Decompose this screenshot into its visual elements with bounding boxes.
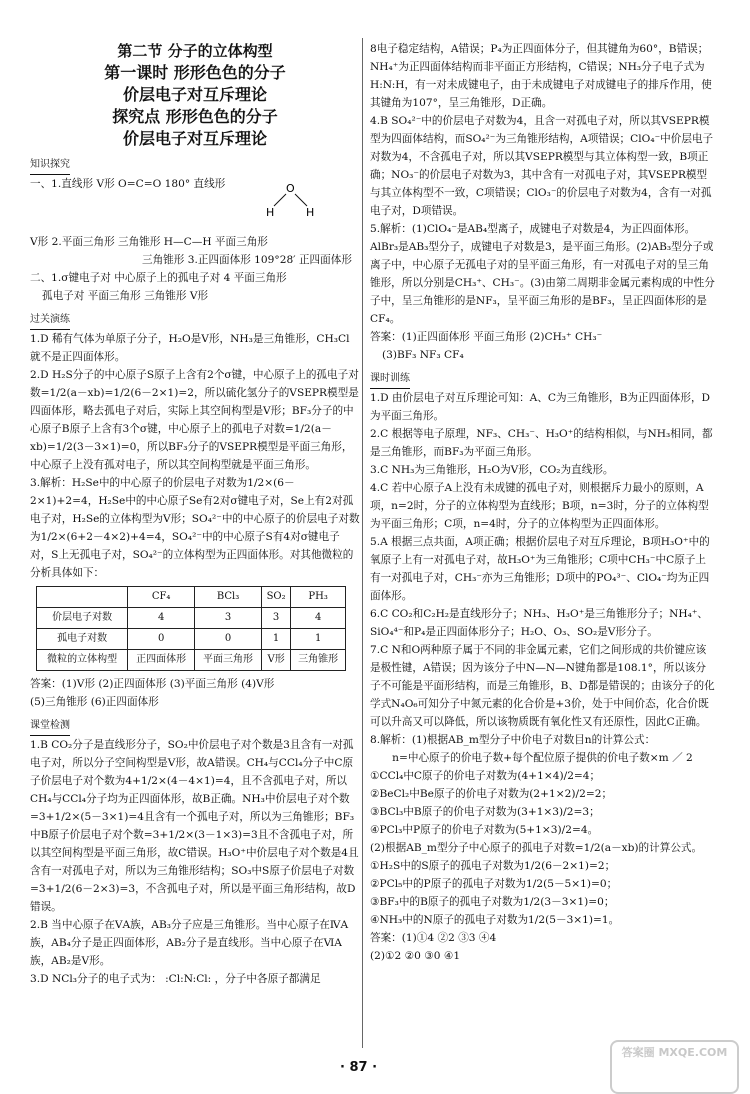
answer-line: 答案：(1)V形 (2)正四面体形 (3)平面三角形 (4)V形 [30, 678, 275, 690]
answer-line: ①H₂S中的S原子的孤电子对数为1/2(6－2×1)=2； [370, 860, 616, 872]
title-line: 探究点 形形色色的分子 [112, 107, 278, 126]
table-cell: 3 [195, 608, 262, 629]
page-title [30, 40, 360, 150]
table-cell: 4 [291, 608, 346, 629]
title-line: 第一课时 形形色色的分子 [104, 63, 286, 82]
answer-line: (3)BF₃ NF₃ CF₄ [382, 349, 464, 361]
title-line: 价层电子对互斥理论 [122, 129, 267, 148]
table-header: PH₃ [291, 587, 346, 608]
table-header: SO₂ [261, 587, 290, 608]
svg-text:O: O [286, 182, 295, 195]
table-cell: 4 [128, 608, 195, 629]
table-cell: V形 [261, 650, 290, 671]
answer-line: (2)根据AB_m型分子中心原子的孤电子对数=1/2(a－xb)的计算公式。 [370, 842, 703, 854]
answer-line: ④NH₃中的N原子的孤电子对数为1/2(5－3×1)=1。 [370, 914, 620, 926]
answer-item: 8.解析：(1)根据AB_m型分子中价电子对数目n的计算公式： [370, 734, 656, 746]
analysis-table [36, 586, 346, 671]
answer-item: 1.D 由价层电子对互斥理论可知：A、C为三角锥形，B为正四面体形，D为平面三角形。 [370, 392, 711, 422]
answer-item: 5.A 根据三点共面，A项正确；根据价层电子对互斥理论，B项H₃O⁺中的氧原子上有一对孤电子对，故H₃O⁺为三角锥形；C项中CH₃⁻中C原子上有一对孤电子对，CH₃⁻亦为三角锥形；D项中的PO₄³⁻、ClO₄⁻均为正四面体形。 [370, 536, 710, 602]
answer-item: 3.解析：H₂Se中的中心原子的价层电子对数为1/2×(6－2×1)+2=4，H₂Se中的中心原子Se有2对σ键电子对，Se上有2对孤电子对，H₂Se的立体构型为V形；SO₄²⁻中的中心原子的价层电子对数为1/2×(6+2－4×2)+4=4，SO₄²⁻中的中心原子S有4对σ键电子对，S上无孤电子对，SO₄²⁻的立体构型为正四面体形。对其他微粒的分析具体如下： [30, 477, 360, 579]
right-column [370, 40, 715, 965]
section-heading: 课时训练 [370, 370, 410, 389]
title-line: 价层电子对互斥理论 [122, 85, 267, 104]
answer-line: ④PCl₃中P原子的价电子对数为(5+1×3)/2=4。 [370, 824, 599, 836]
answer-line: ②BeCl₂中Be原子的价电子对数为(2+1×2)/2=2； [370, 788, 613, 800]
table-cell: 3 [261, 608, 290, 629]
answer-line: 答案：(1)正四面体形 平面三角形 (2)CH₃⁺ CH₃⁻ [370, 331, 603, 343]
answer-item: 2.C 根据等电子原理，NF₃、CH₃⁻、H₃O⁺的结构相似，与NH₃相同，都是三角锥形，而BF₃为平面三角形。 [370, 428, 713, 458]
svg-text:H: H [266, 206, 275, 218]
text-line: 孤电子对 平面三角形 三角锥形 V形 [42, 290, 209, 302]
table-header [37, 587, 128, 608]
table-cell: 价层电子对数 [37, 608, 128, 629]
section-heading: 课堂检测 [30, 717, 70, 736]
answer-item: 6.C CO₂和C₂H₂是直线形分子；NH₃、H₃O⁺是三角锥形分子；NH₄⁺、SiO₄⁴⁻和P₄是正四面体形分子；H₂O、O₃、SO₂是V形分子。 [370, 608, 709, 638]
answer-line: ②PCl₅中的P原子的孤电子对数为1/2(5－5×1)=0； [370, 878, 618, 890]
column-divider [362, 38, 363, 1048]
title-line: 第二节 分子的立体构型 [117, 42, 273, 60]
answer-item: 1.B CO₂分子是直线形分子，SO₂中价层电子对个数是3且含有一对孤电子对，所以分子空间构型是V形，故A错误。CH₄与CCl₄分子中C原子价层电子对个数为4+1/2×(4－4×1)=4，且不含孤电子对，所以CH₄与CCl₄分子均为正四面体形，故B正确。NH₃中价层电子对个数=3+1/2×(5－3×1)=4且含有一个孤电子对，所以为三角锥形；BF₃中B原子价层电子对个数=3+1/2×(3－1×3)=3且不含孤电子对，所以其空间构型是平面三角形，故C错误。H₃O⁺中价层电子对个数是4且含有一对孤电子对，所以为三角锥形结构；SO₃中S原子价层电子对数=3+1/2(6－2×3)=3，不含孤电子对，所以是平面三角形结构，故D错误。 [30, 739, 359, 913]
table-header: CF₄ [128, 587, 195, 608]
answer-item: 3.C NH₃为三角锥形，H₂O为V形，CO₂为直线形。 [370, 464, 614, 476]
table-cell: 0 [128, 629, 195, 650]
section-heading: 过关演练 [30, 311, 70, 330]
page-number: · 87 · [340, 1060, 378, 1075]
svg-text:H: H [306, 206, 315, 218]
answer-item: 2.D H₂S分子的中心原子S原子上含有2个σ键，中心原子上的孤电子对数=1/2(a－xb)=1/2(6－2×1)=2，所以硫化氢分子的VSEPR模型是四面体形，略去孤电子对后，实际上其空间构型是V形；BF₃分子的中心原子B原子上含有3个σ键，中心原子上的孤电子对数=1/2(a－xb)=1/2(3－3×1)=0，所以BF₃分子的VSEPR模型是平面三角形，中心原子上没有孤对电子，所以其空间构型就是平面三角形。 [30, 369, 359, 471]
answer-item: 2.B 当中心原子在ⅤA族，AB₃分子应是三角锥形。当中心原子在ⅣA族，AB₄分子是正四面体形，AB₂分子是直线形。当中心原子在ⅥA族，AB₂是V形。 [30, 919, 349, 967]
table-cell: 微粒的立体构型 [37, 650, 128, 671]
answer-line: ③BF₃中的B原子的孤电子对数为1/2(3－3×1)=0； [370, 896, 615, 908]
table-row [37, 629, 346, 650]
h2o-structure-diagram [262, 178, 322, 218]
table-cell: 孤电子对数 [37, 629, 128, 650]
answer-item: 4.C 若中心原子A上没有未成键的孤电子对，则根据斥力最小的原则，A项，n=2时，分子的立体构型为直线形；B项，n=3时，分子的立体构型为平面三角形；C项，n=4时，分子的立体构型为正四面体形。 [370, 482, 709, 530]
answer-line: ①CCl₄中C原子的价电子对数为(4+1×4)/2=4； [370, 770, 601, 782]
table-cell: 1 [261, 629, 290, 650]
answer-item: 1.D 稀有气体为单原子分子，H₂O是V形，NH₃是三角锥形，CH₃Cl就不是正四面体形。 [30, 333, 350, 363]
table-row [37, 587, 346, 608]
table-row [37, 650, 346, 671]
text-line: 三角锥形 3.正四面体形 109°28′ 正四面体形 [142, 254, 352, 266]
table-row [37, 608, 346, 629]
table-cell: 正四面体形 [128, 650, 195, 671]
answer-item: 5.解析：(1)ClO₄⁻是AB₄型离子，成键电子对数是4，为正四面体形。AlBr₃是AB₃型分子，成键电子对数是3，是平面三角形。(2)AB₃型分子或离子中，中心原子无孤电子对的呈平面三角形，有一对孤电子对的呈三角锥形，所以分别是CH₃⁺、CH₃⁻。(3)由第二周期非金属元素构成的中性分子中，呈三角锥形的是NF₃，呈平面三角形的是BF₃，呈正四面体形的是CF₄。 [370, 223, 715, 325]
table-cell: 0 [195, 629, 262, 650]
table-header: BCl₃ [195, 587, 262, 608]
table-cell: 平面三角形 [195, 650, 262, 671]
watermark-logo: 答案圈 MXQE.COM [610, 1040, 739, 1094]
table-cell: 1 [291, 629, 346, 650]
answer-item: 3.D NCl₃分子的电子式为： :Cl:N:Cl: ，分子中各原子都满足 [30, 973, 321, 985]
section-heading: 知识探究 [30, 156, 70, 175]
text-line: 一、1.直线形 V形 O=C=O 180° 直线形 [30, 178, 226, 190]
text-line: V形 2.平面三角形 三角锥形 H—C—H 平面三角形 [30, 236, 268, 248]
answer-line: ③BCl₃中B原子的价电子对数为(3+1×3)/2=3； [370, 806, 600, 818]
answer-line: (5)三角锥形 (6)正四面体形 [30, 696, 159, 708]
table-cell: 三角锥形 [291, 650, 346, 671]
answer-line: 答案：(1)①4 ②2 ③3 ④4 [370, 932, 497, 944]
formula: n=中心原子的价电子数+每个配位原子提供的价电子数×m ／ 2 [392, 752, 693, 764]
answer-item: 7.C N和O两种原子属于不同的非金属元素，它们之间形成的共价键应该是极性键，A错误；因为该分子中N—N—N键角都是108.1°，所以该分子不可能是平面形结构，而是三角锥形，B、D都是错误的；由该分子的化学式N₄O₆可知分子中氮元素的化合价是+3价，处于中间价态，化合价既可以升高又可以降低，所以该物质既有氧化性又有还原性，因此C正确。 [370, 644, 715, 728]
answer-item: 4.B SO₄²⁻中的价层电子对数为4，且含一对孤电子对，所以其VSEPR模型为四面体结构，而SO₄²⁻为三角锥形结构，A项错误；ClO₄⁻中价层电子对数为4，不含孤电子对，所以其VSEPR模型与其立体构型一致，B项正确；NO₃⁻的价层电子对数为3，其中含有一对孤电子对，其VSEPR模型与其立体构型不一致，C项错误；ClO₃⁻的价层电子对数为4，含有一对孤电子对，D项错误。 [370, 115, 714, 217]
text-line: 二、1.σ键电子对 中心原子上的孤电子对 4 平面三角形 [30, 272, 287, 284]
answer-line: (2)①2 ②0 ③0 ④1 [370, 950, 461, 962]
answer-item: 8电子稳定结构，A错误；P₄为正四面体分子，但其键角为60°，B错误；NH₄⁺为正四面体结构而非平面正方形结构，C错误；NH₃分子电子式为H:N:H，有一对未成键电子，由于未成键电子对成键电子的排斥作用，使其键角为107°，呈三角锥形，D正确。 [370, 43, 712, 109]
